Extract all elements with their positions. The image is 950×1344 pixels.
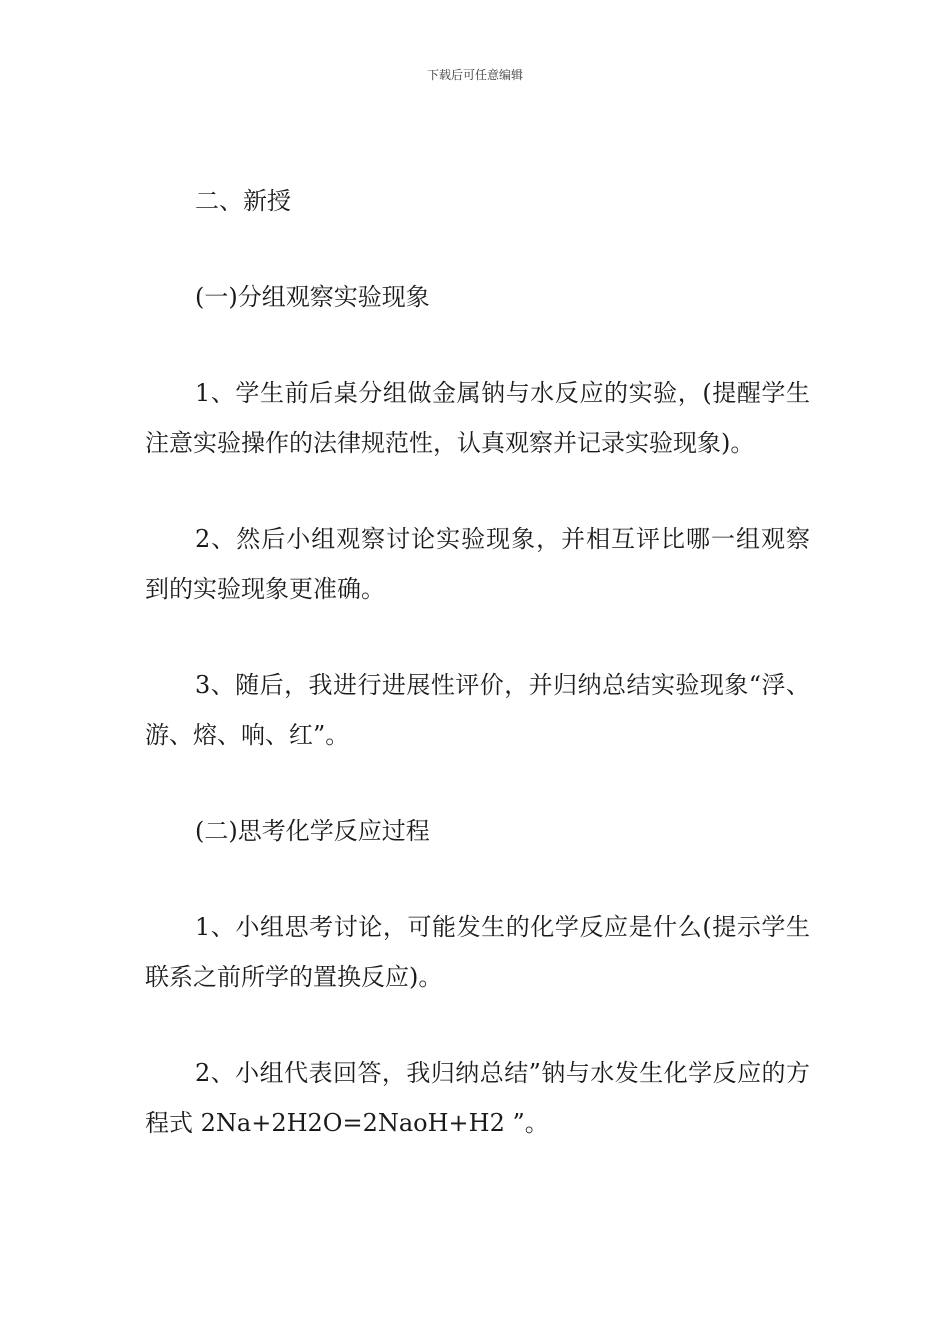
page-header: 下载后可任意编辑 — [426, 68, 523, 82]
paragraph: 3、随后，我进行进展性评价，并归纳总结实验现象“浮、游、熔、响、红”。 — [145, 671, 810, 749]
paragraph: 2、小组代表回答，我归纳总结”钠与水发生化学反应的方程式 2Na+2H2O=2NaoH+H2 ”。 — [145, 1059, 810, 1137]
document-body — [145, 176, 810, 1148]
paragraph: 2、然后小组观察讨论实验现象，并相互评比哪一组观察到的实验现象更准确。 — [145, 525, 810, 603]
paragraph: 1、小组思考讨论，可能发生的化学反应是什么(提示学生联系之前所学的置换反应)。 — [145, 913, 810, 991]
subsection-heading: (一)分组观察实验现象 — [195, 283, 430, 311]
section-heading: 二、新授 — [195, 187, 291, 215]
subsection-heading: (二)思考化学反应过程 — [195, 817, 430, 845]
paragraph: 1、学生前后桌分组做金属钠与水反应的实验，(提醒学生注意实验操作的法律规范性，认真观察并记录实验现象)。 — [145, 379, 810, 457]
